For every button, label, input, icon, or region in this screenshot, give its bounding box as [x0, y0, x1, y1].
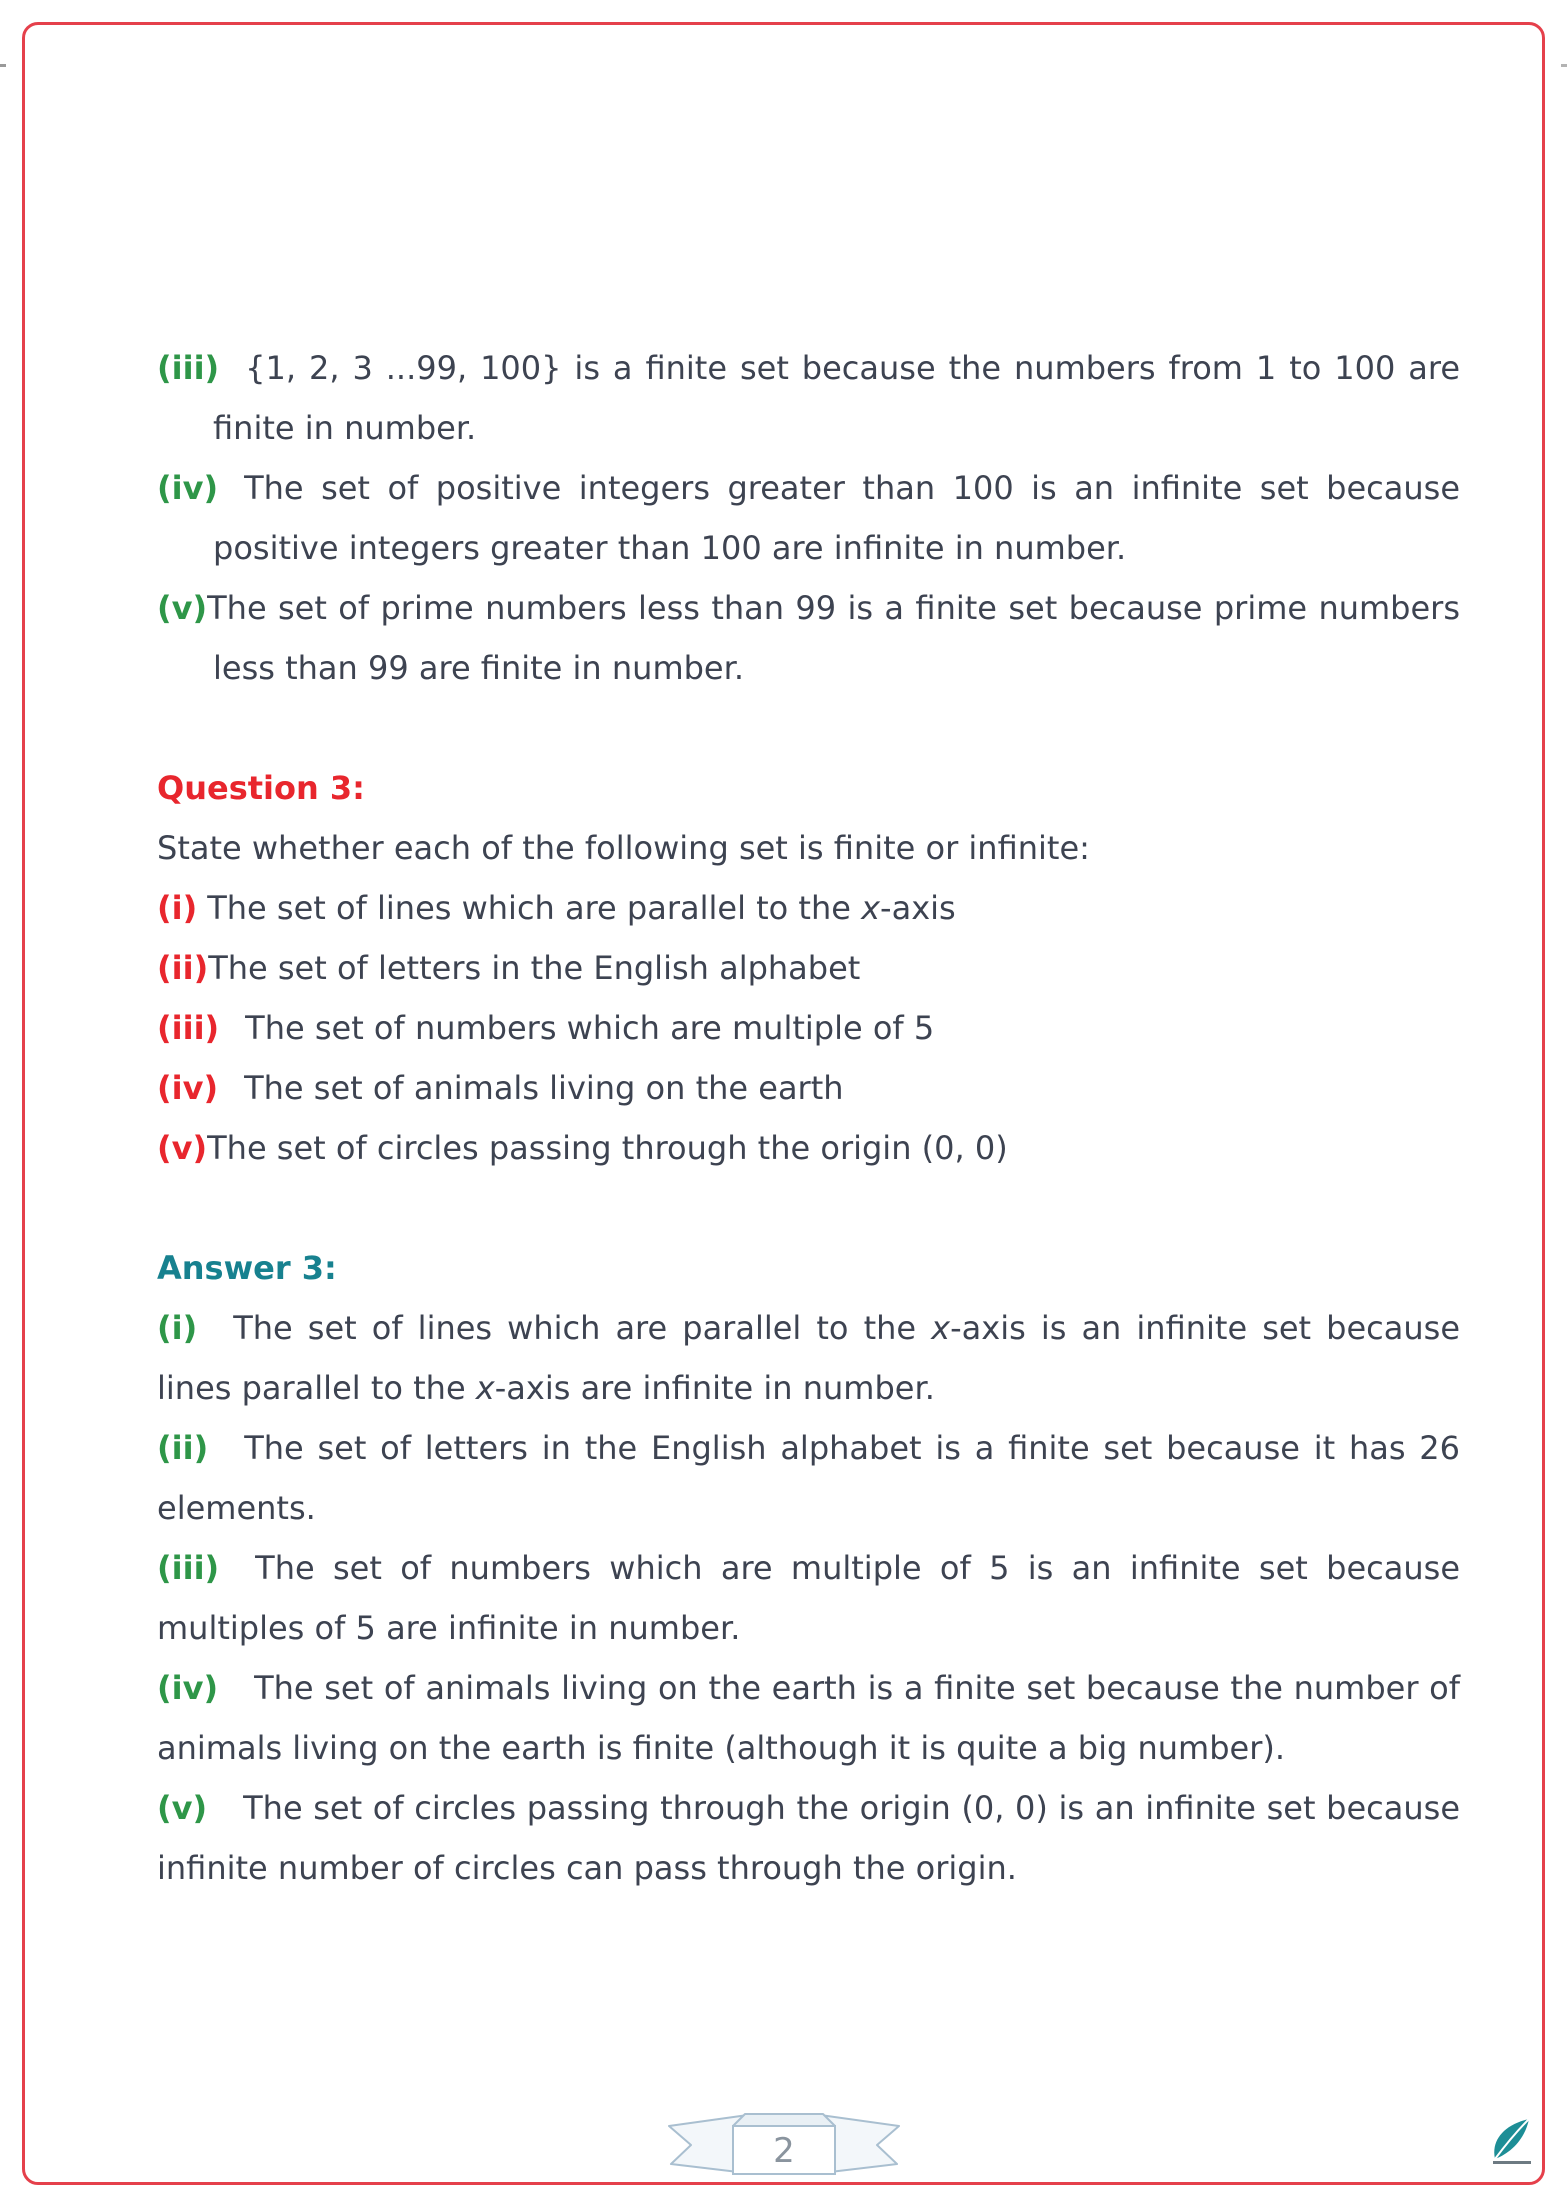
item-text: The set of letters in the English alphabet: [208, 949, 861, 987]
prev-answer-item-v: [157, 578, 1460, 698]
item-label: (i): [157, 889, 198, 927]
prev-answer-item-iv: [157, 458, 1460, 578]
item-label: (iv): [157, 469, 219, 507]
item-text: The set of numbers which are multiple of 5: [245, 1009, 935, 1047]
item-text: The set of positive integers greater than 100 is an infinite set because positive integers greater than 100 are infinite in number.: [213, 469, 1460, 567]
item-text: The set of animals living on the earth: [244, 1069, 844, 1107]
item-text: The set of animals living on the earth is a finite set because the number of animals living on the earth is finite (although it is quite a big number).: [157, 1669, 1460, 1767]
item-label: (ii): [157, 949, 209, 987]
item-label: (v): [157, 589, 208, 627]
document-content: [157, 338, 1460, 1898]
item-text: The set of lines which are parallel to the x-axis: [207, 889, 956, 927]
question-item-i: [157, 878, 1460, 938]
page-number: 2: [772, 2131, 795, 2171]
question-item-ii: [157, 938, 1460, 998]
item-label: (i): [157, 1309, 198, 1347]
item-text: The set of circles passing through the origin (0, 0) is an infinite set because infinite number of circles can pass through the origin.: [157, 1789, 1460, 1887]
answer-item-iii: [157, 1538, 1460, 1658]
item-label: (v): [157, 1129, 208, 1167]
item-text: {1, 2, 3 ...99, 100} is a finite set because the numbers from 1 to 100 are finite in number.: [213, 349, 1460, 447]
item-text: The set of circles passing through the origin (0, 0): [207, 1129, 1008, 1167]
answer-item-ii: [157, 1418, 1460, 1538]
item-text: The set of letters in the English alphabet is a finite set because it has 26 elements.: [157, 1429, 1460, 1527]
item-label: (iv): [157, 1669, 219, 1707]
page-number-ribbon: [653, 2102, 915, 2190]
answer-heading: Answer 3:: [157, 1249, 337, 1287]
brand-logo: [1483, 2117, 1539, 2169]
item-label: (iii): [157, 349, 220, 387]
item-label: (v): [157, 1789, 208, 1827]
publisher-logo-icon: [1483, 2117, 1539, 2165]
item-label: (iii): [157, 1549, 220, 1587]
item-label: (iii): [157, 1009, 220, 1047]
question-item-v: [157, 1118, 1460, 1178]
ribbon-banner-icon: [653, 2102, 915, 2186]
item-text: The set of prime numbers less than 99 is a finite set because prime numbers less than 99 are finite in number.: [207, 589, 1460, 687]
question-item-iii: [157, 998, 1460, 1058]
question-item-iv: [157, 1058, 1460, 1118]
scan-artifact-left: [0, 64, 6, 67]
answer-item-i: [157, 1298, 1460, 1418]
answer-item-iv: [157, 1658, 1460, 1778]
answer-item-v: [157, 1778, 1460, 1898]
ribbon-top-flap: [733, 2114, 835, 2126]
prev-answer-item-iii: [157, 338, 1460, 458]
scan-artifact-right: [1561, 64, 1567, 67]
item-label: (ii): [157, 1429, 209, 1467]
question-heading: Question 3:: [157, 769, 365, 807]
item-text: The set of lines which are parallel to the x-axis is an infinite set because lines parallel to the x-axis are infinite in number.: [157, 1309, 1461, 1407]
question-intro: State whether each of the following set is finite or infinite:: [157, 829, 1090, 867]
item-label: (iv): [157, 1069, 219, 1107]
item-text: The set of numbers which are multiple of 5 is an infinite set because multiples of 5 are infinite in number.: [157, 1549, 1460, 1647]
